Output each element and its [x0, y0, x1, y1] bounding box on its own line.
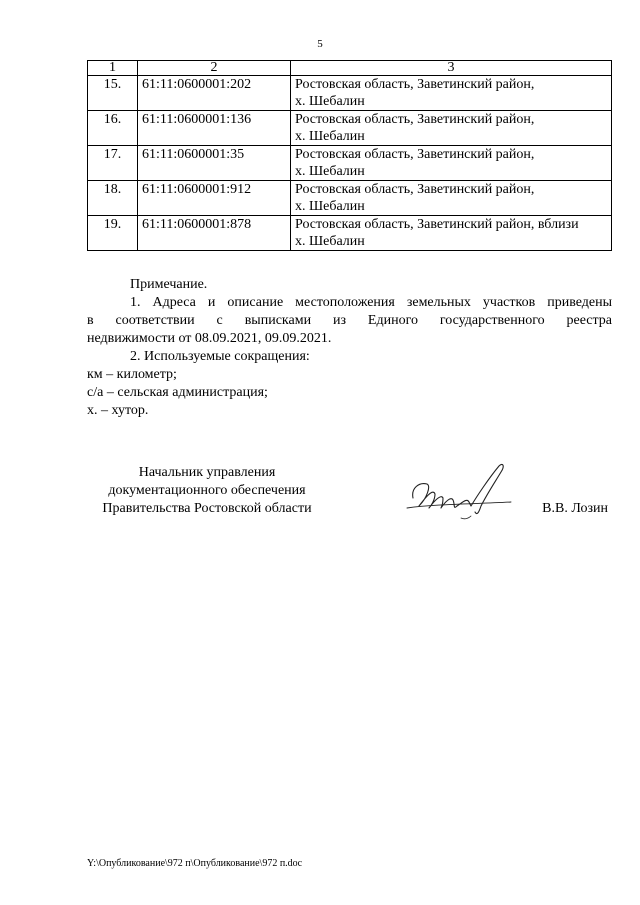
signatory-title	[87, 464, 327, 518]
abbreviation-km: км – километр;	[87, 367, 177, 382]
address-cell	[291, 181, 612, 216]
signatory-title-line: документационного обеспечения	[108, 483, 306, 498]
row-number: 16.	[88, 111, 138, 146]
row-number: 19.	[88, 216, 138, 251]
header-col-3: 3	[291, 61, 612, 76]
address-line: Ростовская область, Заветинский район, вблизи	[295, 217, 579, 232]
header-col-2: 2	[138, 61, 291, 76]
cadastral-number: 61:11:0600001:878	[138, 216, 291, 251]
address-line: Ростовская область, Заветинский район,	[295, 182, 535, 197]
cadastral-number: 61:11:0600001:35	[138, 146, 291, 181]
land-plots-table	[87, 60, 612, 251]
note-2: 2. Используемые сокращения:	[130, 349, 310, 364]
page-number: 5	[317, 38, 323, 50]
address-line: х. Шебалин	[295, 164, 365, 179]
address-line: х. Шебалин	[295, 199, 365, 214]
address-cell	[291, 76, 612, 111]
address-line: х. Шебалин	[295, 129, 365, 144]
notes-section	[87, 276, 612, 420]
address-cell	[291, 216, 612, 251]
address-line: Ростовская область, Заветинский район,	[295, 147, 535, 162]
row-number: 18.	[88, 181, 138, 216]
address-cell	[291, 111, 612, 146]
signatory-name: В.В. Лозин	[542, 501, 608, 516]
table-row	[88, 111, 612, 146]
note-1-line-3: недвижимости от 08.09.2021, 09.09.2021.	[87, 331, 332, 346]
cadastral-number: 61:11:0600001:136	[138, 111, 291, 146]
address-line: х. Шебалин	[295, 94, 365, 109]
cadastral-number: 61:11:0600001:202	[138, 76, 291, 111]
signature-block	[87, 464, 612, 518]
abbreviation-sa: с/а – сельская администрация;	[87, 385, 268, 400]
table-row	[88, 181, 612, 216]
file-path-footer: Y:\Опубликование\972 п\Опубликование\972 п.doc	[87, 858, 303, 869]
signatory-title-line: Начальник управления	[138, 465, 276, 480]
row-number: 15.	[88, 76, 138, 111]
address-line: Ростовская область, Заветинский район,	[295, 77, 535, 92]
abbreviation-kh: х. – хутор.	[87, 403, 149, 418]
handwritten-signature	[405, 458, 515, 528]
table-header-row	[88, 61, 612, 76]
notes-heading: Примечание.	[130, 277, 208, 292]
header-col-1: 1	[88, 61, 138, 76]
cadastral-number: 61:11:0600001:912	[138, 181, 291, 216]
signatory-title-line: Правительства Ростовской области	[102, 501, 312, 516]
note-1-line-2: в соответствии с выписками из Единого государственного реестра	[87, 313, 612, 328]
row-number: 17.	[88, 146, 138, 181]
table-row	[88, 216, 612, 251]
note-1-line-1: 1. Адреса и описание местоположения земельных участков приведены	[130, 295, 612, 310]
address-line: Ростовская область, Заветинский район,	[295, 112, 535, 127]
address-line: х. Шебалин	[295, 234, 365, 249]
address-cell	[291, 146, 612, 181]
table-row	[88, 146, 612, 181]
table-row	[88, 76, 612, 111]
